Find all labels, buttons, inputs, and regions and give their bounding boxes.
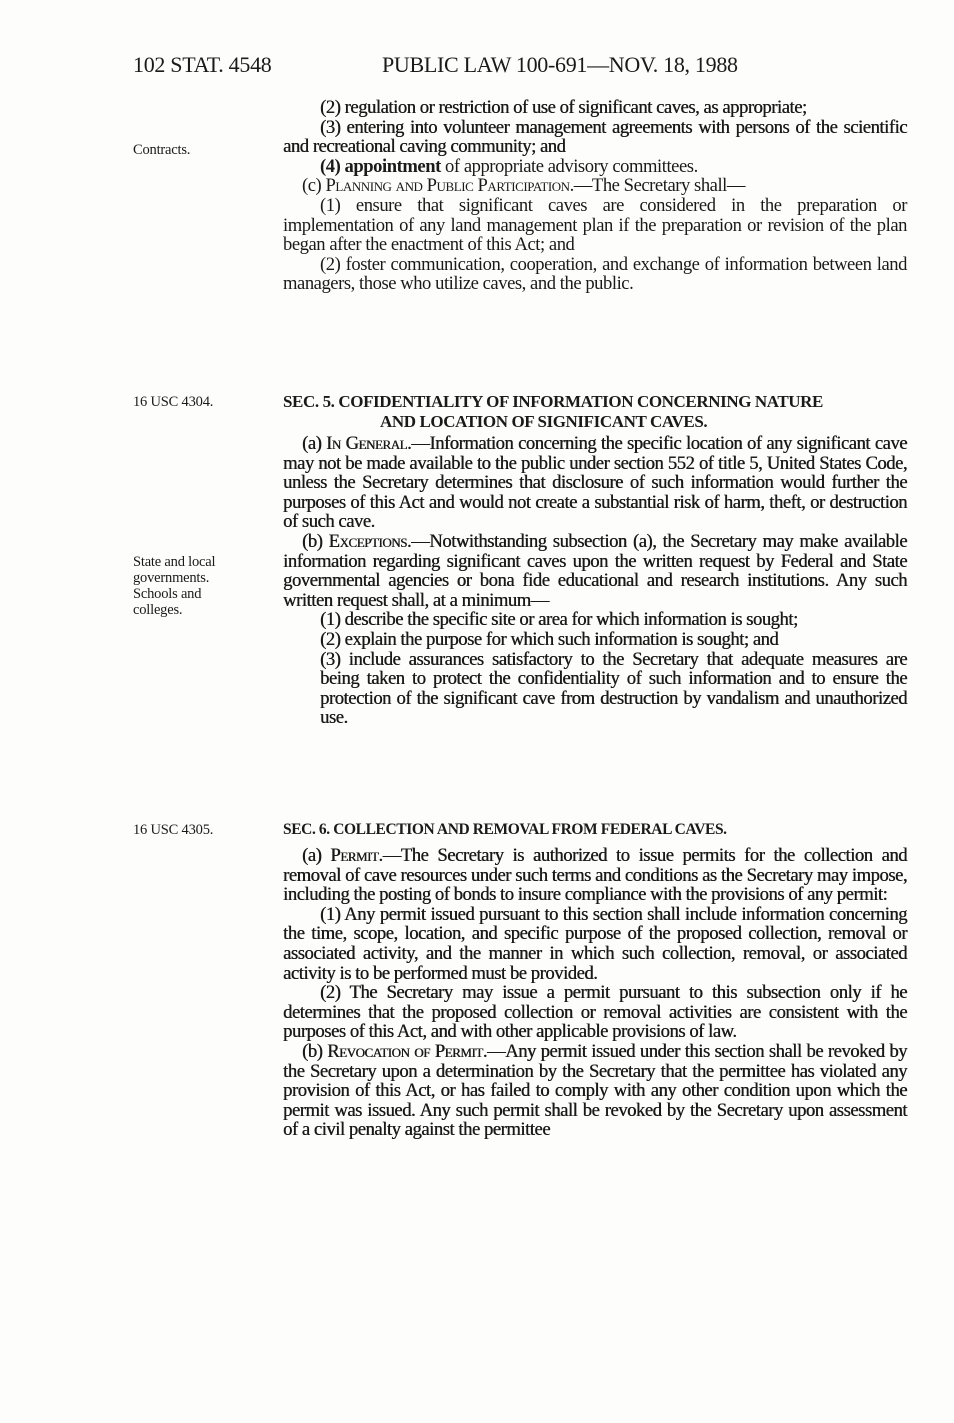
section-6-b-label: (b)	[302, 1040, 328, 1062]
section-5-b	[283, 532, 907, 610]
paragraph-4-text: of appropriate advisory committees.	[440, 155, 698, 177]
paragraph-4	[283, 157, 907, 177]
section-6-a-text: —The Secretary is authorized to issue permits for the collection and removal of cave resources under such terms and conditions as the Secretary may impose, including the posting of bonds to insure compliance with the provisions of any permit:	[283, 845, 907, 906]
section-6-a-heading: Permit.	[330, 845, 383, 866]
section-5-b-1-text: (1) describe the specific site or area for which information is sought;	[320, 609, 798, 631]
section-5-b-label: (b)	[302, 530, 329, 552]
subsection-c-1: (1) ensure that significant caves are considered in the preparation or implementation of any land management plan if the preparation or revision of the plan began after the enactment of this Act; and	[283, 194, 907, 256]
running-header-title: PUBLIC LAW 100-691—NOV. 18, 1988	[382, 52, 738, 77]
section-5-b-heading: Exceptions.	[328, 530, 412, 552]
section-5-b-text: —Notwithstanding subsection (a), the Secretary may make available information regarding significant caves upon the written request by Federal and State governmental agencies or bona fide educational and research institutions. Any such written request shall, at a minimum—	[283, 530, 907, 611]
stat-page-number: 102 STAT. 4548	[133, 52, 272, 77]
subsection-c-heading: Planning and Public Participation.	[325, 175, 574, 197]
section-5-a-label: (a)	[302, 433, 327, 454]
margin-note-usc-4305: 16 USC 4305.	[133, 822, 214, 838]
paragraph-4-bold: (4) appointment	[320, 155, 441, 177]
section-5-a	[283, 434, 907, 532]
margin-note-usc-4304: 16 USC 4304.	[133, 394, 214, 410]
section-6-a-2: (2) The Secretary may issue a permit pursuant to this subsection only if he determines that the proposed collection or removal activities are consistent with the purposes of this Act, and with other applicable provisions of law.	[283, 982, 907, 1043]
paragraph-2: (2) regulation or restriction of use of significant caves, as appropriate;	[320, 97, 807, 118]
section-6-a-1: (1) Any permit issued pursuant to this section shall include information concerning the time, scope, location, and specific purpose of the proposed collection, removal or associated activity, and the manner in which such collection, removal, or associated activity is to be performed must be provided.	[283, 903, 907, 984]
section-4-continued	[283, 98, 907, 294]
section-5-a-heading: In General.	[326, 433, 412, 454]
subsection-c-label: (c)	[302, 175, 326, 197]
section-6-b-heading: Revocation of Permit.	[327, 1040, 487, 1062]
subsection-c	[283, 176, 907, 196]
section-5-heading-line1: SEC. 5. COFIDENTIALITY OF INFORMATION CONCERNING NATURE	[283, 392, 823, 411]
section-5	[283, 392, 907, 728]
section-5-heading	[283, 392, 907, 432]
subsection-c-2: (2) foster communication, cooperation, and exchange of information between land managers, those who utilize caves, and the public.	[283, 253, 907, 295]
section-6	[283, 820, 907, 1140]
paragraph-3: (3) entering into volunteer management agreements with persons of the scientific and recreational caving community; and	[283, 116, 907, 158]
section-6-a	[283, 846, 907, 905]
section-6-b-text: —Any permit issued under this section shall be revoked by the Secretary upon a determination by the Secretary that the permittee has violated any provision of this Act, or has failed to comply with any other condition upon which the permit was issued. Any such permit shall be revoked by the Secretary upon assessment of a civil penalty against the permittee	[283, 1040, 907, 1141]
section-5-b-3: (3) include assurances satisfactory to the Secretary that adequate measures are being taken to protect the confidentiality of such information and to ensure the protection of the significant cave from destruction by vandalism and unauthorized use.	[320, 648, 907, 729]
section-5-b-1	[320, 610, 907, 630]
section-5-a-text: —Information concerning the specific location of any significant cave may not be made available to the public under section 552 of title 5, United States Code, unless the Secretary determines that disclosure of such information would further the purposes of this Act and would not create a substantial risk of harm, theft, or destruction of such cave.	[283, 433, 907, 533]
section-6-a-label: (a)	[302, 845, 331, 866]
section-6-heading: SEC. 6. COLLECTION AND REMOVAL FROM FEDERAL CAVES.	[283, 821, 727, 838]
subsection-c-text: —The Secretary shall—	[573, 175, 746, 197]
margin-note-state-local: State and local governments. Schools and colleges.	[133, 554, 216, 618]
margin-note-contracts: Contracts.	[133, 142, 191, 158]
section-6-b	[283, 1042, 907, 1140]
section-5-b-2: (2) explain the purpose for which such information is sought; and	[320, 628, 779, 650]
section-5-heading-line2: AND LOCATION OF SIGNIFICANT CAVES.	[380, 412, 708, 431]
